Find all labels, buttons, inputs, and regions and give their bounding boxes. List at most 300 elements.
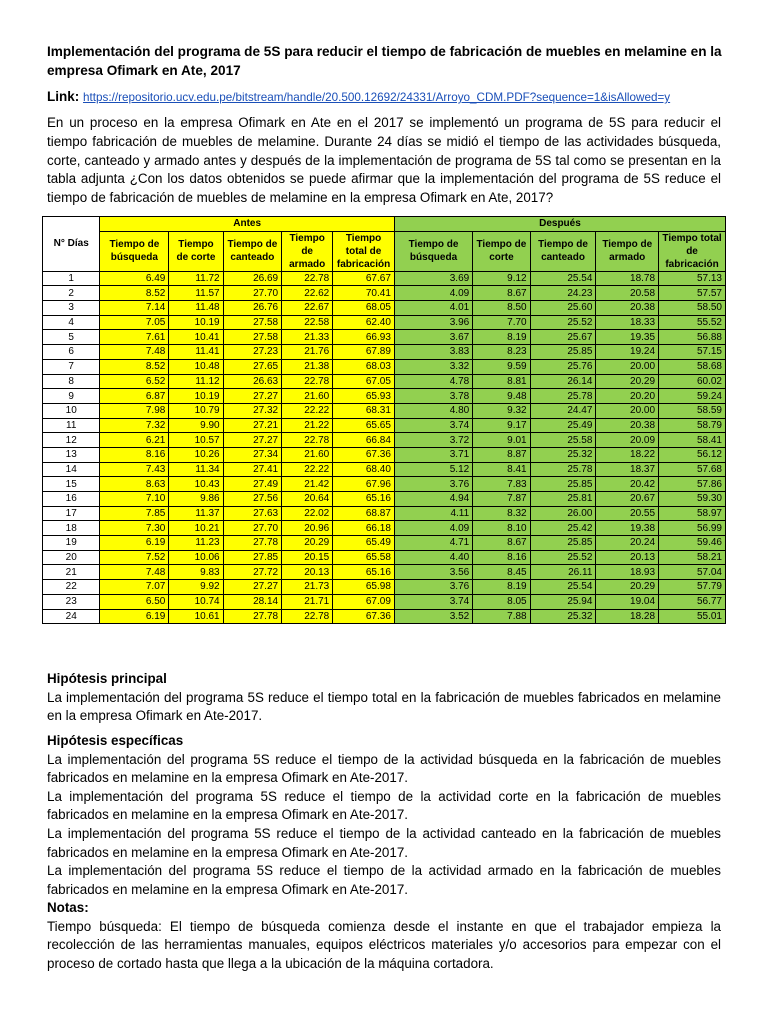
antes-value-cell: 10.19 bbox=[169, 389, 223, 404]
despues-value-cell: 58.68 bbox=[659, 359, 726, 374]
despues-value-cell: 60.02 bbox=[659, 374, 726, 389]
hipotesis-principal bbox=[47, 670, 721, 726]
table-row bbox=[43, 315, 726, 330]
despues-value-cell: 20.00 bbox=[596, 359, 659, 374]
despues-value-cell: 57.15 bbox=[659, 345, 726, 360]
notas-text: Tiempo búsqueda: El tiempo de búsqueda comienza desde el instante en que el trabajador empieza la recolección de las herramientas manuales, equipos eléctricos materiales y/o accesorios para empezar con el proceso de cortado hasta que llega a la ubicación de la máquina cortadora. bbox=[47, 918, 721, 971]
despues-value-cell: 57.13 bbox=[659, 271, 726, 286]
day-cell: 8 bbox=[43, 374, 100, 389]
despues-value-cell: 20.13 bbox=[596, 550, 659, 565]
despues-value-cell: 18.37 bbox=[596, 462, 659, 477]
antes-value-cell: 67.09 bbox=[333, 594, 395, 609]
despues-value-cell: 25.54 bbox=[530, 271, 596, 286]
day-cell: 19 bbox=[43, 536, 100, 551]
despues-value-cell: 25.54 bbox=[530, 580, 596, 595]
despues-value-cell: 20.24 bbox=[596, 536, 659, 551]
despues-value-cell: 18.28 bbox=[596, 609, 659, 624]
despues-value-cell: 58.59 bbox=[659, 403, 726, 418]
antes-value-cell: 27.65 bbox=[223, 359, 281, 374]
table-row bbox=[43, 389, 726, 404]
antes-value-cell: 67.36 bbox=[333, 609, 395, 624]
antes-value-cell: 20.15 bbox=[282, 550, 333, 565]
antes-value-cell: 27.78 bbox=[223, 536, 281, 551]
despues-value-cell: 3.32 bbox=[394, 359, 472, 374]
antes-value-cell: 11.23 bbox=[169, 536, 223, 551]
despues-value-cell: 7.70 bbox=[473, 315, 530, 330]
despues-value-cell: 3.78 bbox=[394, 389, 472, 404]
antes-value-cell: 9.90 bbox=[169, 418, 223, 433]
antes-value-cell: 65.16 bbox=[333, 492, 395, 507]
despues-value-cell: 8.41 bbox=[473, 462, 530, 477]
hipotesis-especifica-item: La implementación del programa 5S reduce el tiempo de la actividad corte en la fabricación de muebles fabricados en melamine en la empresa Ofimark en Ate-2017. bbox=[47, 788, 721, 823]
despues-value-cell: 56.77 bbox=[659, 594, 726, 609]
antes-value-cell: 21.60 bbox=[282, 389, 333, 404]
day-header: N° Días bbox=[43, 217, 100, 272]
antes-value-cell: 6.19 bbox=[100, 609, 169, 624]
hipotesis-especificas bbox=[47, 732, 721, 899]
antes-value-cell: 7.07 bbox=[100, 580, 169, 595]
antes-value-cell: 27.70 bbox=[223, 521, 281, 536]
antes-value-cell: 67.96 bbox=[333, 477, 395, 492]
table-row bbox=[43, 506, 726, 521]
antes-value-cell: 10.43 bbox=[169, 477, 223, 492]
antes-value-cell: 22.78 bbox=[282, 374, 333, 389]
despues-value-cell: 25.78 bbox=[530, 389, 596, 404]
despues-value-cell: 55.01 bbox=[659, 609, 726, 624]
despues-value-cell: 9.12 bbox=[473, 271, 530, 286]
despues-value-cell: 20.38 bbox=[596, 418, 659, 433]
antes-value-cell: 65.58 bbox=[333, 550, 395, 565]
antes-value-cell: 7.98 bbox=[100, 403, 169, 418]
antes-value-cell: 65.93 bbox=[333, 389, 395, 404]
repository-link[interactable]: https://repositorio.ucv.edu.pe/bitstream/handle/20.500.12692/24331/Arroyo_CDM.PDF?sequence=1&isAllowed=y bbox=[83, 91, 671, 104]
antes-value-cell: 27.27 bbox=[223, 389, 281, 404]
despues-value-cell: 3.56 bbox=[394, 565, 472, 580]
day-cell: 17 bbox=[43, 506, 100, 521]
hipotesis-especificas-heading: Hipótesis específicas bbox=[47, 733, 184, 748]
despues-value-cell: 4.09 bbox=[394, 521, 472, 536]
antes-value-cell: 7.30 bbox=[100, 521, 169, 536]
antes-value-cell: 11.72 bbox=[169, 271, 223, 286]
antes-value-cell: 21.33 bbox=[282, 330, 333, 345]
antes-value-cell: 6.50 bbox=[100, 594, 169, 609]
despues-value-cell: 4.09 bbox=[394, 286, 472, 301]
day-cell: 24 bbox=[43, 609, 100, 624]
antes-col-armado: Tiempo de armado bbox=[282, 231, 333, 271]
despues-value-cell: 57.04 bbox=[659, 565, 726, 580]
antes-value-cell: 67.89 bbox=[333, 345, 395, 360]
day-cell: 14 bbox=[43, 462, 100, 477]
antes-col-canteado: Tiempo de canteado bbox=[223, 231, 281, 271]
antes-value-cell: 67.05 bbox=[333, 374, 395, 389]
antes-col-total: Tiempo total de fabricación bbox=[333, 231, 395, 271]
link-label: Link: bbox=[47, 89, 80, 104]
day-cell: 7 bbox=[43, 359, 100, 374]
table-row bbox=[43, 301, 726, 316]
antes-value-cell: 10.21 bbox=[169, 521, 223, 536]
antes-value-cell: 8.16 bbox=[100, 447, 169, 462]
antes-value-cell: 7.05 bbox=[100, 315, 169, 330]
despues-value-cell: 4.78 bbox=[394, 374, 472, 389]
antes-value-cell: 7.48 bbox=[100, 345, 169, 360]
despues-value-cell: 58.79 bbox=[659, 418, 726, 433]
despues-value-cell: 57.86 bbox=[659, 477, 726, 492]
antes-col-busqueda: Tiempo de búsqueda bbox=[100, 231, 169, 271]
despues-value-cell: 26.14 bbox=[530, 374, 596, 389]
despues-value-cell: 3.74 bbox=[394, 418, 472, 433]
despues-value-cell: 20.29 bbox=[596, 580, 659, 595]
antes-value-cell: 28.14 bbox=[223, 594, 281, 609]
antes-value-cell: 11.48 bbox=[169, 301, 223, 316]
antes-value-cell: 6.49 bbox=[100, 271, 169, 286]
despues-value-cell: 19.04 bbox=[596, 594, 659, 609]
antes-value-cell: 21.76 bbox=[282, 345, 333, 360]
antes-col-corte: Tiempo de corte bbox=[169, 231, 223, 271]
despues-value-cell: 25.58 bbox=[530, 433, 596, 448]
antes-value-cell: 27.49 bbox=[223, 477, 281, 492]
antes-value-cell: 8.52 bbox=[100, 359, 169, 374]
despues-value-cell: 58.41 bbox=[659, 433, 726, 448]
hipotesis-especifica-item: La implementación del programa 5S reduce el tiempo de la actividad armado en la fabricación de muebles fabricados en melamine en la empresa Ofimark en Ate-2017. bbox=[47, 863, 721, 897]
despues-value-cell: 7.88 bbox=[473, 609, 530, 624]
link-line bbox=[47, 88, 737, 107]
despues-value-cell: 4.80 bbox=[394, 403, 472, 418]
despues-value-cell: 8.50 bbox=[473, 301, 530, 316]
despues-value-cell: 3.69 bbox=[394, 271, 472, 286]
antes-value-cell: 27.23 bbox=[223, 345, 281, 360]
table-row bbox=[43, 330, 726, 345]
antes-value-cell: 22.78 bbox=[282, 433, 333, 448]
despues-value-cell: 20.00 bbox=[596, 403, 659, 418]
antes-value-cell: 6.87 bbox=[100, 389, 169, 404]
antes-value-cell: 26.63 bbox=[223, 374, 281, 389]
antes-value-cell: 22.67 bbox=[282, 301, 333, 316]
despues-value-cell: 25.85 bbox=[530, 345, 596, 360]
despues-value-cell: 7.87 bbox=[473, 492, 530, 507]
despues-value-cell: 25.67 bbox=[530, 330, 596, 345]
despues-value-cell: 20.55 bbox=[596, 506, 659, 521]
despues-value-cell: 58.21 bbox=[659, 550, 726, 565]
antes-value-cell: 10.61 bbox=[169, 609, 223, 624]
despues-value-cell: 8.05 bbox=[473, 594, 530, 609]
despues-value-cell: 19.38 bbox=[596, 521, 659, 536]
antes-value-cell: 9.92 bbox=[169, 580, 223, 595]
antes-value-cell: 11.57 bbox=[169, 286, 223, 301]
despues-value-cell: 9.01 bbox=[473, 433, 530, 448]
day-cell: 2 bbox=[43, 286, 100, 301]
despues-value-cell: 18.33 bbox=[596, 315, 659, 330]
despues-value-cell: 8.19 bbox=[473, 580, 530, 595]
despues-value-cell: 8.10 bbox=[473, 521, 530, 536]
day-cell: 16 bbox=[43, 492, 100, 507]
day-cell: 1 bbox=[43, 271, 100, 286]
despues-value-cell: 25.49 bbox=[530, 418, 596, 433]
despues-value-cell: 20.67 bbox=[596, 492, 659, 507]
despues-value-cell: 9.59 bbox=[473, 359, 530, 374]
despues-value-cell: 25.32 bbox=[530, 609, 596, 624]
hipotesis-principal-text: La implementación del programa 5S reduce el tiempo total en la fabricación de muebles fabricados en melamine en la empresa Ofimark en Ate-2017. bbox=[47, 689, 721, 724]
despues-value-cell: 25.32 bbox=[530, 447, 596, 462]
despues-value-cell: 19.24 bbox=[596, 345, 659, 360]
antes-value-cell: 10.19 bbox=[169, 315, 223, 330]
table-row bbox=[43, 433, 726, 448]
antes-value-cell: 22.22 bbox=[282, 462, 333, 477]
antes-value-cell: 10.26 bbox=[169, 447, 223, 462]
despues-value-cell: 7.83 bbox=[473, 477, 530, 492]
notas bbox=[47, 899, 721, 973]
antes-value-cell: 21.38 bbox=[282, 359, 333, 374]
table-row bbox=[43, 462, 726, 477]
antes-value-cell: 8.52 bbox=[100, 286, 169, 301]
despues-value-cell: 8.16 bbox=[473, 550, 530, 565]
despues-value-cell: 20.58 bbox=[596, 286, 659, 301]
antes-value-cell: 27.58 bbox=[223, 315, 281, 330]
antes-value-cell: 68.87 bbox=[333, 506, 395, 521]
despues-value-cell: 8.81 bbox=[473, 374, 530, 389]
table-row bbox=[43, 609, 726, 624]
despues-value-cell: 8.87 bbox=[473, 447, 530, 462]
antes-value-cell: 20.96 bbox=[282, 521, 333, 536]
table-row bbox=[43, 403, 726, 418]
despues-value-cell: 8.32 bbox=[473, 506, 530, 521]
despues-value-cell: 59.30 bbox=[659, 492, 726, 507]
antes-value-cell: 65.98 bbox=[333, 580, 395, 595]
antes-header: Antes bbox=[100, 217, 394, 232]
despues-col-total: Tiempo total de fabricación bbox=[659, 231, 726, 271]
table-row bbox=[43, 286, 726, 301]
intro-paragraph: En un proceso en la empresa Ofimark en Ate en el 2017 se implementó un programa de 5S para reducir el tiempo fabricación de muebles de melamine. Durante 24 días se midió el tiempo de las actividades búsqueda, corte, canteado y armado antes y después de la implementación de programa de 5S tal como se presentan en la tabla adjunta ¿Con los datos obtenidos se puede afirmar que la implementación del programa de 5S reduce el tiempo de fabricación de muebles de melamine en la empresa Ofimark en Ate, 2017? bbox=[47, 115, 721, 206]
despues-value-cell: 25.76 bbox=[530, 359, 596, 374]
despues-value-cell: 58.50 bbox=[659, 301, 726, 316]
despues-value-cell: 9.48 bbox=[473, 389, 530, 404]
despues-value-cell: 26.00 bbox=[530, 506, 596, 521]
despues-value-cell: 59.46 bbox=[659, 536, 726, 551]
antes-value-cell: 7.14 bbox=[100, 301, 169, 316]
antes-value-cell: 8.63 bbox=[100, 477, 169, 492]
despues-value-cell: 20.29 bbox=[596, 374, 659, 389]
table-row bbox=[43, 374, 726, 389]
despues-value-cell: 25.94 bbox=[530, 594, 596, 609]
day-cell: 6 bbox=[43, 345, 100, 360]
table-row bbox=[43, 580, 726, 595]
day-cell: 5 bbox=[43, 330, 100, 345]
despues-value-cell: 4.11 bbox=[394, 506, 472, 521]
antes-value-cell: 20.64 bbox=[282, 492, 333, 507]
antes-value-cell: 10.06 bbox=[169, 550, 223, 565]
despues-header: Después bbox=[394, 217, 725, 232]
despues-value-cell: 56.88 bbox=[659, 330, 726, 345]
antes-value-cell: 20.29 bbox=[282, 536, 333, 551]
despues-value-cell: 4.01 bbox=[394, 301, 472, 316]
despues-value-cell: 9.32 bbox=[473, 403, 530, 418]
despues-col-armado: Tiempo de armado bbox=[596, 231, 659, 271]
table-row bbox=[43, 418, 726, 433]
despues-col-canteado: Tiempo de canteado bbox=[530, 231, 596, 271]
despues-value-cell: 3.71 bbox=[394, 447, 472, 462]
despues-value-cell: 20.20 bbox=[596, 389, 659, 404]
antes-value-cell: 27.58 bbox=[223, 330, 281, 345]
antes-value-cell: 10.57 bbox=[169, 433, 223, 448]
antes-value-cell: 10.41 bbox=[169, 330, 223, 345]
antes-value-cell: 6.19 bbox=[100, 536, 169, 551]
despues-value-cell: 3.83 bbox=[394, 345, 472, 360]
antes-value-cell: 22.58 bbox=[282, 315, 333, 330]
despues-value-cell: 25.78 bbox=[530, 462, 596, 477]
table-row bbox=[43, 345, 726, 360]
antes-value-cell: 70.41 bbox=[333, 286, 395, 301]
antes-value-cell: 11.12 bbox=[169, 374, 223, 389]
despues-value-cell: 26.11 bbox=[530, 565, 596, 580]
antes-value-cell: 27.78 bbox=[223, 609, 281, 624]
day-cell: 23 bbox=[43, 594, 100, 609]
despues-value-cell: 24.23 bbox=[530, 286, 596, 301]
antes-value-cell: 66.84 bbox=[333, 433, 395, 448]
antes-value-cell: 21.71 bbox=[282, 594, 333, 609]
table-body bbox=[43, 271, 726, 624]
despues-value-cell: 3.96 bbox=[394, 315, 472, 330]
antes-value-cell: 27.63 bbox=[223, 506, 281, 521]
table-row bbox=[43, 565, 726, 580]
antes-value-cell: 68.05 bbox=[333, 301, 395, 316]
day-cell: 18 bbox=[43, 521, 100, 536]
despues-value-cell: 3.72 bbox=[394, 433, 472, 448]
despues-value-cell: 18.78 bbox=[596, 271, 659, 286]
day-cell: 12 bbox=[43, 433, 100, 448]
despues-value-cell: 25.60 bbox=[530, 301, 596, 316]
despues-value-cell: 25.85 bbox=[530, 477, 596, 492]
antes-value-cell: 27.27 bbox=[223, 433, 281, 448]
despues-value-cell: 8.67 bbox=[473, 286, 530, 301]
despues-value-cell: 4.40 bbox=[394, 550, 472, 565]
day-cell: 21 bbox=[43, 565, 100, 580]
despues-value-cell: 20.42 bbox=[596, 477, 659, 492]
hipotesis-principal-heading: Hipótesis principal bbox=[47, 671, 167, 686]
despues-value-cell: 25.52 bbox=[530, 550, 596, 565]
despues-value-cell: 4.71 bbox=[394, 536, 472, 551]
antes-value-cell: 27.70 bbox=[223, 286, 281, 301]
despues-value-cell: 3.76 bbox=[394, 580, 472, 595]
antes-value-cell: 65.49 bbox=[333, 536, 395, 551]
antes-value-cell: 62.40 bbox=[333, 315, 395, 330]
hipotesis-especifica-item: La implementación del programa 5S reduce el tiempo de la actividad canteado en la fabricación de muebles fabricados en melamine en la empresa Ofimark en Ate-2017. bbox=[47, 825, 721, 860]
day-cell: 20 bbox=[43, 550, 100, 565]
despues-value-cell: 25.52 bbox=[530, 315, 596, 330]
antes-value-cell: 65.16 bbox=[333, 565, 395, 580]
despues-value-cell: 57.57 bbox=[659, 286, 726, 301]
antes-value-cell: 9.86 bbox=[169, 492, 223, 507]
antes-value-cell: 68.31 bbox=[333, 403, 395, 418]
day-cell: 10 bbox=[43, 403, 100, 418]
despues-value-cell: 55.52 bbox=[659, 315, 726, 330]
despues-value-cell: 20.38 bbox=[596, 301, 659, 316]
despues-value-cell: 3.76 bbox=[394, 477, 472, 492]
antes-value-cell: 10.79 bbox=[169, 403, 223, 418]
despues-value-cell: 57.68 bbox=[659, 462, 726, 477]
despues-value-cell: 18.22 bbox=[596, 447, 659, 462]
despues-col-busqueda: Tiempo de búsqueda bbox=[394, 231, 472, 271]
despues-value-cell: 8.19 bbox=[473, 330, 530, 345]
antes-value-cell: 7.43 bbox=[100, 462, 169, 477]
despues-value-cell: 56.12 bbox=[659, 447, 726, 462]
day-cell: 3 bbox=[43, 301, 100, 316]
despues-col-corte: Tiempo de corte bbox=[473, 231, 530, 271]
antes-value-cell: 26.76 bbox=[223, 301, 281, 316]
table-row bbox=[43, 447, 726, 462]
antes-value-cell: 68.40 bbox=[333, 462, 395, 477]
antes-value-cell: 7.10 bbox=[100, 492, 169, 507]
antes-value-cell: 10.48 bbox=[169, 359, 223, 374]
antes-value-cell: 11.37 bbox=[169, 506, 223, 521]
antes-value-cell: 21.42 bbox=[282, 477, 333, 492]
antes-value-cell: 27.32 bbox=[223, 403, 281, 418]
despues-value-cell: 5.12 bbox=[394, 462, 472, 477]
antes-value-cell: 7.52 bbox=[100, 550, 169, 565]
despues-value-cell: 8.67 bbox=[473, 536, 530, 551]
antes-value-cell: 22.62 bbox=[282, 286, 333, 301]
antes-value-cell: 66.18 bbox=[333, 521, 395, 536]
table-row bbox=[43, 271, 726, 286]
day-cell: 15 bbox=[43, 477, 100, 492]
day-cell: 22 bbox=[43, 580, 100, 595]
antes-value-cell: 6.52 bbox=[100, 374, 169, 389]
antes-value-cell: 27.56 bbox=[223, 492, 281, 507]
day-cell: 13 bbox=[43, 447, 100, 462]
table-row bbox=[43, 550, 726, 565]
despues-value-cell: 3.74 bbox=[394, 594, 472, 609]
antes-value-cell: 7.85 bbox=[100, 506, 169, 521]
antes-value-cell: 10.74 bbox=[169, 594, 223, 609]
antes-value-cell: 21.73 bbox=[282, 580, 333, 595]
times-table bbox=[42, 216, 726, 624]
antes-value-cell: 7.32 bbox=[100, 418, 169, 433]
despues-value-cell: 24.47 bbox=[530, 403, 596, 418]
antes-value-cell: 65.65 bbox=[333, 418, 395, 433]
antes-value-cell: 9.83 bbox=[169, 565, 223, 580]
despues-value-cell: 57.79 bbox=[659, 580, 726, 595]
antes-value-cell: 27.21 bbox=[223, 418, 281, 433]
notas-heading: Notas: bbox=[47, 900, 89, 915]
antes-value-cell: 21.22 bbox=[282, 418, 333, 433]
table-row bbox=[43, 594, 726, 609]
antes-value-cell: 6.21 bbox=[100, 433, 169, 448]
antes-value-cell: 27.27 bbox=[223, 580, 281, 595]
despues-value-cell: 9.17 bbox=[473, 418, 530, 433]
antes-value-cell: 7.48 bbox=[100, 565, 169, 580]
table-row bbox=[43, 521, 726, 536]
antes-value-cell: 67.36 bbox=[333, 447, 395, 462]
antes-value-cell: 11.34 bbox=[169, 462, 223, 477]
antes-value-cell: 66.93 bbox=[333, 330, 395, 345]
antes-value-cell: 22.02 bbox=[282, 506, 333, 521]
day-cell: 11 bbox=[43, 418, 100, 433]
antes-value-cell: 7.61 bbox=[100, 330, 169, 345]
despues-value-cell: 56.99 bbox=[659, 521, 726, 536]
despues-value-cell: 25.81 bbox=[530, 492, 596, 507]
antes-value-cell: 27.72 bbox=[223, 565, 281, 580]
antes-value-cell: 27.34 bbox=[223, 447, 281, 462]
despues-value-cell: 20.09 bbox=[596, 433, 659, 448]
despues-value-cell: 58.97 bbox=[659, 506, 726, 521]
despues-value-cell: 8.45 bbox=[473, 565, 530, 580]
despues-value-cell: 19.35 bbox=[596, 330, 659, 345]
table-row bbox=[43, 536, 726, 551]
despues-value-cell: 4.94 bbox=[394, 492, 472, 507]
despues-value-cell: 3.52 bbox=[394, 609, 472, 624]
table-row bbox=[43, 492, 726, 507]
despues-value-cell: 18.93 bbox=[596, 565, 659, 580]
antes-value-cell: 22.22 bbox=[282, 403, 333, 418]
antes-value-cell: 27.41 bbox=[223, 462, 281, 477]
